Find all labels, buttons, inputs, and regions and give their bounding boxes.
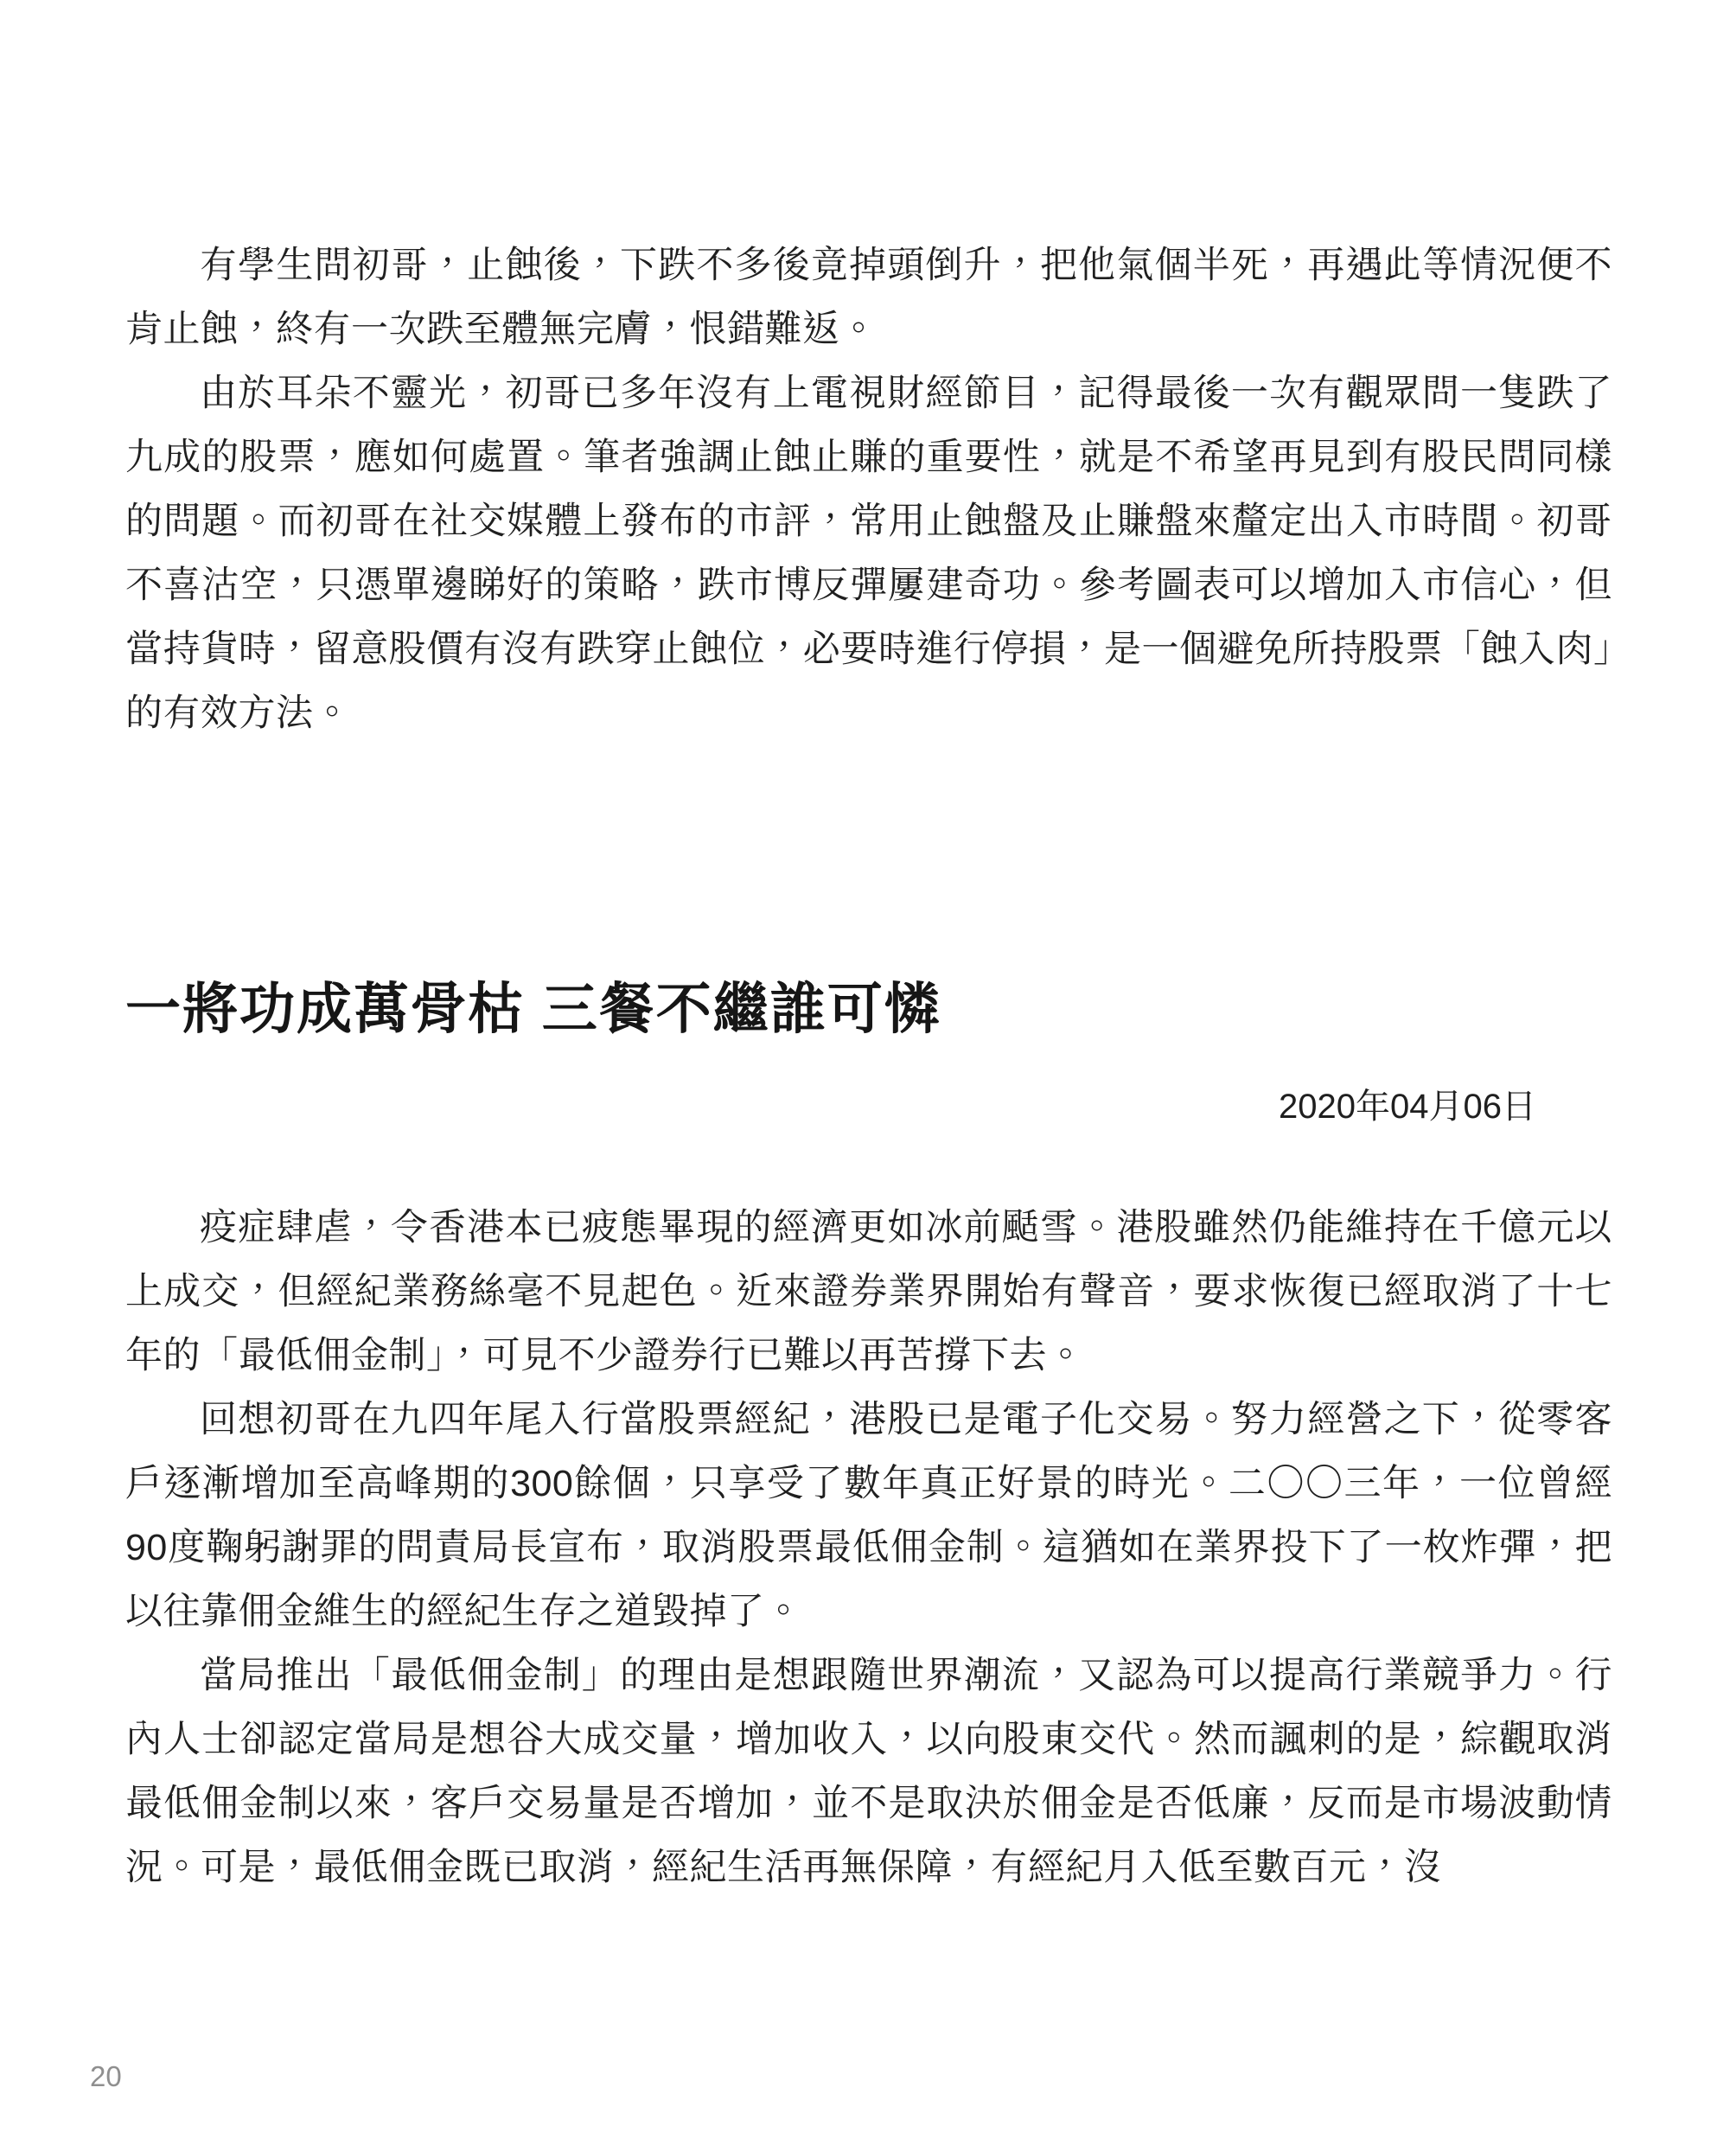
intro-paragraph-1: 有學生問初哥，止蝕後，下跌不多後竟掉頭倒升，把他氣個半死，再遇此等情況便不肯止蝕，終有一次跌至體無完膚，恨錯難返。 [125,245,1612,350]
article-paragraph-2: 回想初哥在九四年尾入行當股票經紀，港股已是電子化交易。努力經營之下，從零客戶逐漸增加至高峰期的300餘個，只享受了數年真正好景的時光。二〇〇三年，一位曾經90度鞠躬謝罪的問責局長宣布，取消股票最低佣金制。這猶如在業界投下了一枚炸彈，把以往靠佣金維生的經紀生存之道毀掉了。 [125,1399,1612,1632]
article-title: 一將功成萬骨枯 三餐不繼誰可憐 [125,978,941,1040]
article-paragraph-3: 當局推出「最低佣金制」的理由是想跟隨世界潮流，又認為可以提高行業競爭力。行內人士卻認定當局是想谷大成交量，增加收入，以向股東交代。然而諷刺的是，綜觀取消最低佣金制以來，客戶交易量是否增加，並不是取決於佣金是否低廉，反而是市場波動情況。可是，最低佣金既已取消，經紀生活再無保障，有經紀月入低至數百元，沒 [125,1655,1612,1888]
page-number: 20 [90,2060,122,2092]
intro-paragraph-2: 由於耳朵不靈光，初哥已多年沒有上電視財經節目，記得最後一次有觀眾問一隻跌了九成的股票，應如何處置。筆者強調止蝕止賺的重要性，就是不希望再見到有股民問同樣的問題。而初哥在社交媒體上發布的市評，常用止蝕盤及止賺盤來釐定出入市時間。初哥不喜沽空，只憑單邊睇好的策略，跌市博反彈屢建奇功。參考圖表可以增加入市信心，但當持貨時，留意股價有沒有跌穿止蝕位，必要時進行停損，是一個避免所持股票「蝕入肉」的有效方法。 [125,373,1612,734]
article-paragraph-1: 疫症肆虐，令香港本已疲態畢現的經濟更如冰前颳雪。港股雖然仍能維持在千億元以上成交，但經紀業務絲毫不見起色。近來證券業界開始有聲音，要求恢復已經取消了十七年的「最低佣金制」，可見不少證券行已難以再苦撐下去。 [125,1207,1612,1376]
article-date: 2020年04月06日 [1279,1088,1536,1126]
